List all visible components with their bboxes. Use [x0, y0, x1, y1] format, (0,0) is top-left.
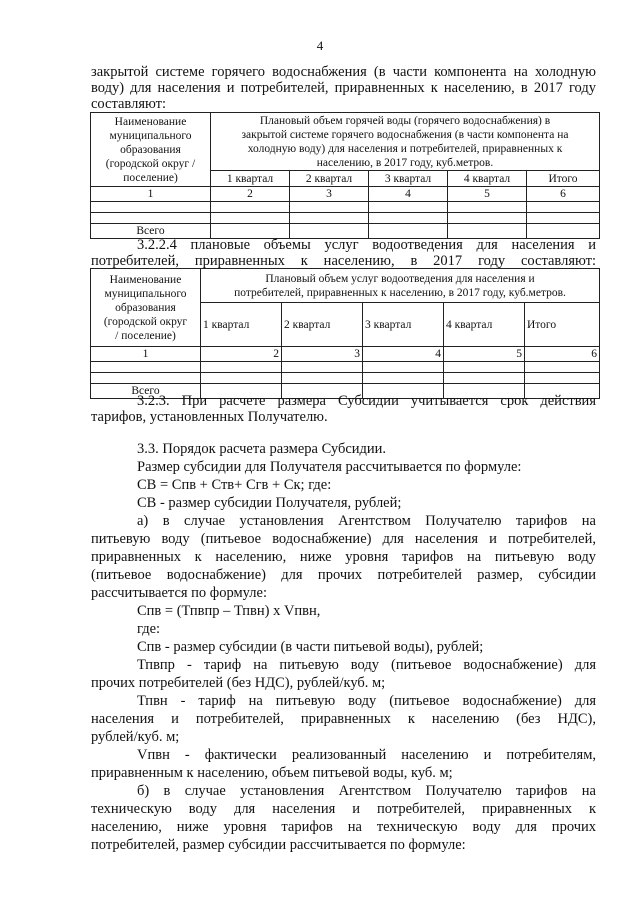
column-number: 5	[444, 347, 525, 362]
column-number: 1	[91, 187, 211, 202]
column-number: 1	[91, 347, 201, 362]
intro-line: составляют:	[91, 96, 166, 112]
item-b-line: потребителей, размер субсидии рассчитывается по формуле:	[91, 837, 466, 853]
empty-row	[91, 213, 600, 224]
quarter-header: 4 квартал	[444, 303, 525, 347]
column-number: 5	[448, 187, 527, 202]
column-number: 3	[282, 347, 363, 362]
empty-row	[91, 362, 600, 373]
plan-volume-header: Плановый объем горячей воды (горячего водоснабжения) в закрытой системе горячего водоснабжения (в части компонента на холодную воду) для населения и потребителей, приравненных к населению, в 2017 году, куб.метров.	[211, 113, 600, 171]
column-number: 6	[527, 187, 600, 202]
paragraph-323-line: 3.2.3. При расчете размера Субсидии учитывается срок действия	[137, 393, 596, 409]
quarter-header: 1 квартал	[211, 171, 290, 187]
item-a-line: (питьевое водоснабжение) для прочих потребителей размер, субсидии	[91, 567, 596, 583]
where-label: где:	[137, 621, 161, 637]
paragraph-3224-line: 3.2.2.4 плановые объемы услуг водоотведения для населения и	[137, 237, 596, 253]
column-number: 2	[211, 187, 290, 202]
plan-volume-header: Плановый объем услуг водоотведения для населения и потребителей, приравненных к населению, в 2017 году, куб.метров.	[201, 269, 600, 303]
quarter-header: 3 квартал	[369, 171, 448, 187]
tpvn-definition-line: населения и потребителей, приравненных к населению (без НДС),	[91, 711, 596, 727]
cv-definition: СВ - размер субсидии Получателя, рублей;	[137, 495, 402, 511]
column-number: 3	[290, 187, 369, 202]
column-number: 4	[363, 347, 444, 362]
item-b-line: б) в случае установления Агентством Получателю тарифов на	[137, 783, 596, 799]
section-33-title: 3.3. Порядок расчета размера Субсидии.	[137, 441, 387, 457]
municipality-header: Наименование муниципального образования (городской округ / поселение)	[91, 269, 201, 347]
total-row-label: Всего	[91, 384, 201, 399]
quarter-header: 2 квартал	[282, 303, 363, 347]
quarter-header: 4 квартал	[448, 171, 527, 187]
intro-line: воду) для населения и потребителей, приравненных к населению, в 2017 году	[91, 80, 596, 96]
formula-spv: Спв = (Тпвпр – Тпвн) х Vпвн,	[137, 603, 321, 619]
quarter-header: 3 квартал	[363, 303, 444, 347]
empty-row	[91, 373, 600, 384]
tpvpr-definition-line: прочих потребителей (без НДС), рублей/куб. м;	[91, 675, 386, 691]
item-b-line: населению, ниже уровня тарифов на техническую воду для прочих	[91, 819, 596, 835]
item-a-line: приравненных к населению, ниже уровня тарифов на питьевую воду	[91, 549, 596, 565]
item-b-line: техническую воду для населения и потребителей, приравненных к	[91, 801, 596, 817]
formula-intro: Размер субсидии для Получателя рассчитывается по формуле:	[137, 459, 522, 475]
municipality-header: Наименование муниципального образования (городской округ / поселение)	[91, 113, 211, 187]
tpvn-definition-line: Тпвн - тариф на питьевую воду (питьевое водоснабжение) для	[137, 693, 596, 709]
quarter-header: 1 квартал	[201, 303, 282, 347]
hot-water-volume-table	[90, 112, 600, 239]
column-number: 2	[201, 347, 282, 362]
quarter-header: 2 квартал	[290, 171, 369, 187]
spv-definition: Спв - размер субсидии (в части питьевой воды), рублей;	[137, 639, 484, 655]
paragraph-3224-line: потребителей, приравненных к населению, в 2017 году составляют:	[91, 253, 596, 269]
tpvpr-definition-line: Тпвпр - тариф на питьевую воду (питьевое водоснабжение) для	[137, 657, 596, 673]
total-row-label: Всего	[91, 224, 211, 239]
vpvn-definition-line: приравненным к населению, объем питьевой воды, куб. м;	[91, 765, 453, 781]
column-number: 6	[525, 347, 600, 362]
total-header: Итого	[527, 171, 600, 187]
intro-line: закрытой системе горячего водоснабжения (в части компонента на холодную	[91, 64, 596, 80]
item-a-line: рассчитывается по формуле:	[91, 585, 267, 601]
formula-main: СВ = Спв + Ств+ Сгв + Ск; где:	[137, 477, 332, 493]
empty-row	[91, 202, 600, 213]
vpvn-definition-line: Vпвн - фактически реализованный населению и потребителям,	[137, 747, 596, 763]
wastewater-volume-table	[90, 268, 600, 399]
item-a-line: а) в случае установления Агентством Получателю тарифов на	[137, 513, 596, 529]
column-number: 4	[369, 187, 448, 202]
item-a-line: питьевую воду (питьевое водоснабжение) для населения и потребителей,	[91, 531, 596, 547]
page-number: 4	[316, 38, 324, 53]
tpvn-definition-line: рублей/куб. м;	[91, 729, 180, 745]
total-header: Итого	[525, 303, 600, 347]
paragraph-323-line: тарифов, установленных Получателю.	[91, 409, 328, 425]
